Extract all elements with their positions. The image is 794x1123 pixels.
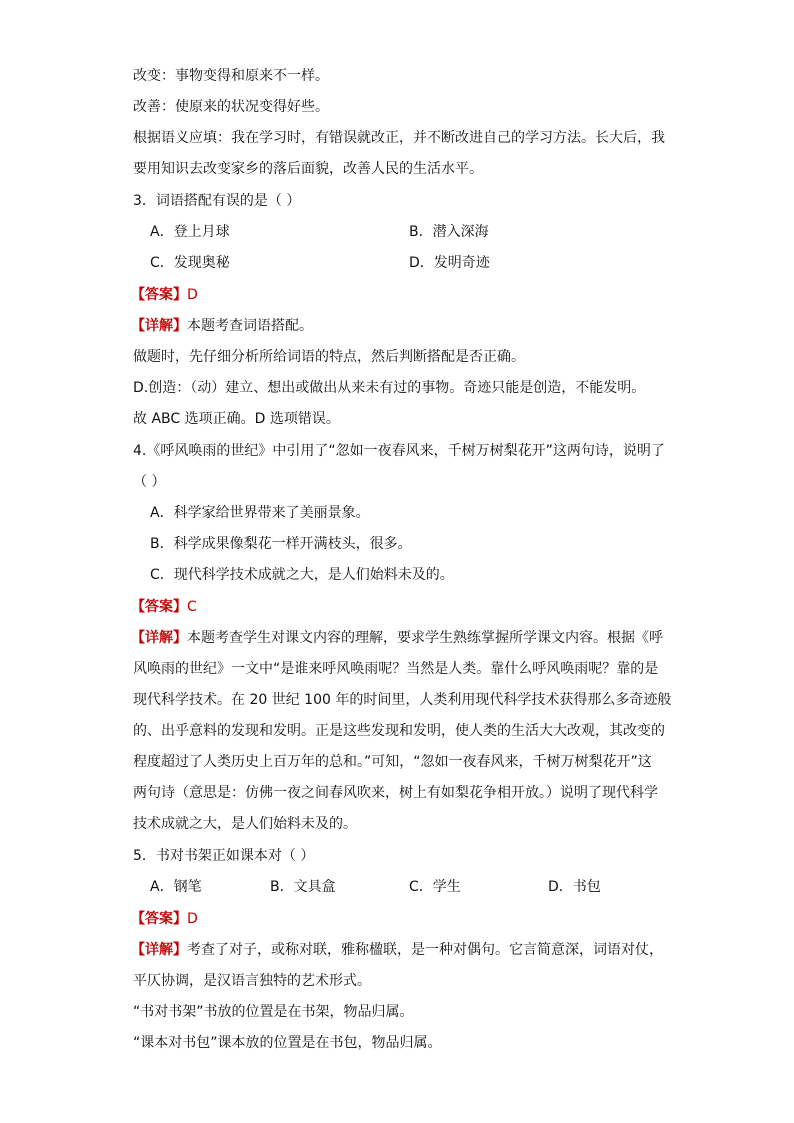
q3-detail-line: 故 ABC 选项正确。D 选项错误。: [133, 411, 340, 427]
q4-option-c: C．现代科学技术成就之大，是人们始料未及的。: [150, 567, 454, 583]
q5-option-d: D．书包: [548, 879, 601, 895]
q4-detail-line: 技术成就之大，是人们始料未及的。: [133, 816, 357, 832]
text-line: 根据语义应填：我在学习时，有错误就改正，并不断改进自己的学习方法。长大后，我: [133, 130, 665, 146]
q4-detail-line: 现代科学技术。在 20 世纪 100 年的时间里，人类利用现代科学技术获得那么多奇迹般: [133, 692, 672, 708]
text-line: 改变：事物变得和原来不一样。: [133, 68, 329, 84]
detail-tag: 【详解】: [131, 942, 187, 958]
q5-option-b: B．文具盒: [270, 879, 336, 895]
q5-detail-line: “课本对书包”课本放的位置是在书包，物品归属。: [133, 1035, 442, 1051]
text-line: 要用知识去改变家乡的落后面貌，改善人民的生活水平。: [133, 161, 483, 177]
q5-detail-line: “书对书架”书放的位置是在书架，物品归属。: [133, 1004, 414, 1020]
q5-answer: [131, 909, 198, 929]
question-4: 4.《呼风唤雨的世纪》中引用了“忽如一夜春风来，千树万树梨花开”这两句诗，说明了: [133, 443, 665, 459]
q5-option-a: A．钢笔: [150, 879, 202, 895]
question-5: 5．书对书架正如课本对（ ）: [133, 848, 315, 864]
q3-option-d: D．发明奇迹: [409, 255, 490, 271]
question-4-cont: （ ）: [133, 474, 166, 490]
detail-text: 本题考查词语搭配。: [187, 318, 313, 334]
question-3: 3．词语搭配有误的是（ ）: [133, 193, 301, 209]
q4-answer: [131, 597, 197, 617]
q3-detail-line: 做题时，先仔细分析所给词语的特点，然后判断搭配是否正确。: [133, 349, 525, 365]
q3-option-c: C．发现奥秘: [150, 255, 230, 271]
q3-detail: [131, 316, 313, 336]
q5-detail: [131, 940, 663, 960]
q4-detail-line: 两句诗（意思是：仿佛一夜之间春风吹来，树上有如梨花争相开放。）说明了现代科学: [133, 785, 658, 801]
q4-option-b: B．科学成果像梨花一样开满枝头，很多。: [150, 536, 412, 552]
answer-value: D: [187, 911, 198, 927]
q4-option-a: A．科学家给世界带来了美丽景象。: [150, 505, 370, 521]
detail-text: 考查了对子，或称对联，雅称楹联，是一种对偶句。它言简意深，词语对仗，: [187, 942, 663, 958]
q3-detail-line: D.创造：（动）建立、想出或做出从来未有过的事物。奇迹只能是创造，不能发明。: [133, 380, 646, 396]
q4-detail-line: 程度超过了人类历史上百万年的总和。”可知，“忽如一夜春风来，千树万树梨花开”这: [133, 754, 652, 770]
q3-option-a: A．登上月球: [150, 224, 230, 240]
answer-tag: 【答案】: [131, 599, 187, 615]
q3-option-b: B．潜入深海: [409, 224, 489, 240]
q5-option-c: C．学生: [409, 879, 461, 895]
answer-value: C: [187, 599, 197, 615]
answer-value: D: [187, 287, 198, 303]
detail-text: 本题考查学生对课文内容的理解，要求学生熟练掌握所学课文内容。根据《呼: [187, 630, 663, 646]
q3-answer: [131, 285, 198, 305]
q4-detail-line: 风唤雨的世纪》一文中“是谁来呼风唤雨呢？当然是人类。靠什么呼风唤雨呢？靠的是: [133, 661, 659, 677]
answer-tag: 【答案】: [131, 287, 187, 303]
q5-detail-line: 平仄协调，是汉语言独特的艺术形式。: [133, 973, 371, 989]
answer-tag: 【答案】: [131, 911, 187, 927]
q4-detail-line: 的、出乎意料的发现和发明。正是这些发现和发明，使人类的生活大大改观，其改变的: [133, 723, 665, 739]
detail-tag: 【详解】: [131, 630, 187, 646]
detail-tag: 【详解】: [131, 318, 187, 334]
q4-detail: [131, 628, 663, 648]
text-line: 改善：使原来的状况变得好些。: [133, 99, 329, 115]
